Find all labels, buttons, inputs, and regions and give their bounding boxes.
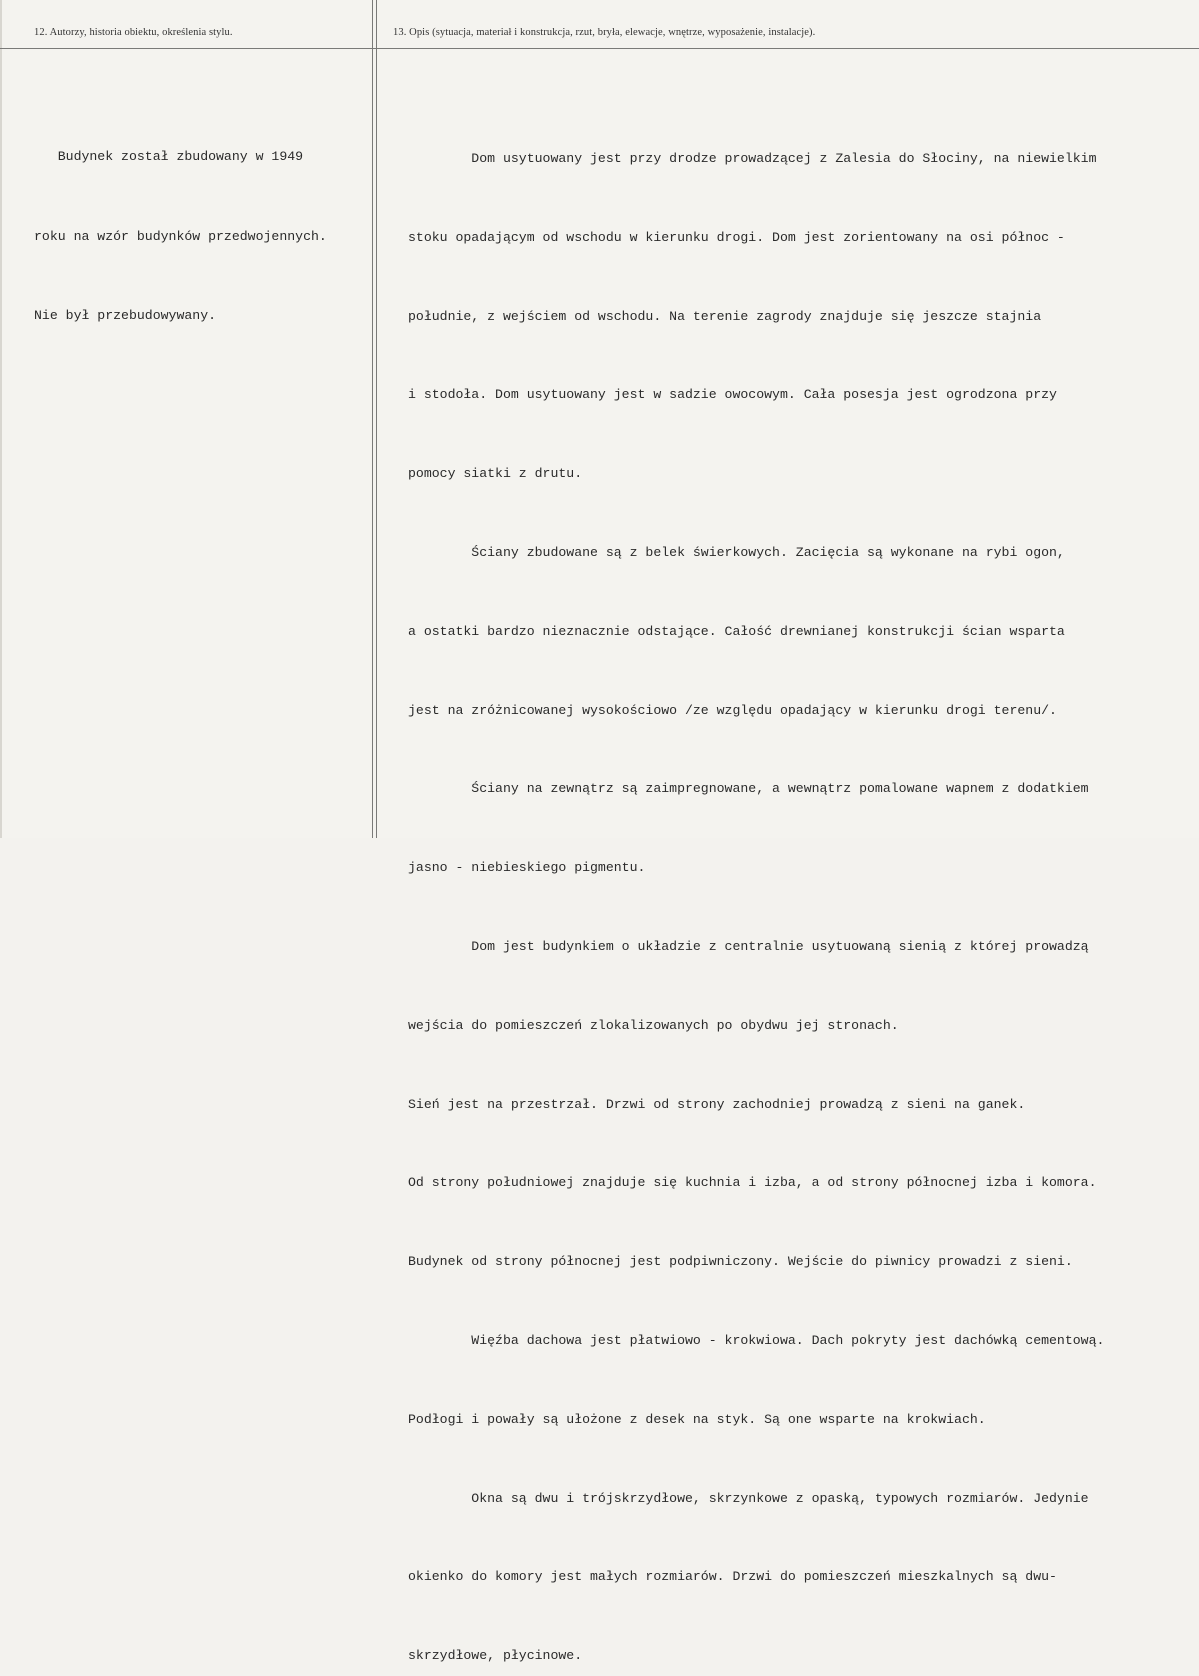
text-line: Sień jest na przestrzał. Drzwi od strony zachodniej prowadzą z sieni na ganek. bbox=[408, 1096, 1026, 1112]
text-line: i stodoła. Dom usytuowany jest w sadzie owocowym. Cała posesja jest ogrodzona przy bbox=[408, 387, 1057, 403]
text-line: jasno - niebieskiego pigmentu. bbox=[408, 860, 646, 876]
text-line: Nie był przebudowywany. bbox=[34, 308, 217, 323]
text-line: Dom jest budynkiem o układzie z centralnie usytuowaną sienią z której prowadzą bbox=[408, 938, 1089, 954]
text-line: roku na wzór budynków przedwojennych. bbox=[34, 228, 327, 244]
text-line: wejścia do pomieszczeń zlokalizowanych po obydwu jej stronach. bbox=[408, 1017, 899, 1033]
text-line: stoku opadającym od wschodu w kierunku drogi. Dom jest zorientowany na osi północ - bbox=[408, 229, 1065, 245]
text-line: Więźba dachowa jest płatwiowo - krokwiowa. Dach pokryty jest dachówką cementową. bbox=[408, 1332, 1105, 1348]
text-line: Dom usytuowany jest przy drodze prowadzącej z Zalesia do Słociny, na niewielkim bbox=[408, 151, 1097, 166]
column-divider-double bbox=[376, 0, 377, 838]
text-line: pomocy siatki z drutu. bbox=[408, 466, 583, 482]
page-edge bbox=[0, 0, 2, 838]
text-line: a ostatki bardzo nieznacznie odstające. Całość drewnianej konstrukcji ścian wsparta bbox=[408, 623, 1065, 639]
text-line: skrzydłowe, płycinowe. bbox=[408, 1648, 583, 1664]
header-rule bbox=[0, 48, 1199, 49]
text-line: Budynek od strony północnej jest podpiwniczony. Wejście do piwnicy prowadzi z sieni. bbox=[408, 1254, 1073, 1270]
text-line: Okna są dwu i trójskrzydłowe, skrzynkowe z opaską, typowych rozmiarów. Jedynie bbox=[408, 1490, 1089, 1506]
section-12-header: 12. Autorzy, historia obiektu, określenia stylu. bbox=[34, 27, 233, 38]
description-text bbox=[408, 93, 1104, 1676]
text-line: Podłogi i powały są ułożone z desek na styk. Są one wsparte na krokwiach. bbox=[408, 1411, 986, 1427]
text-line: Ściany na zewnątrz są zaimpregnowane, a wewnątrz pomalowane wapnem z dodatkiem bbox=[408, 781, 1089, 797]
text-line: Od strony południowej znajduje się kuchnia i izba, a od strony północnej izba i komora. bbox=[408, 1175, 1097, 1191]
authors-history-text bbox=[34, 91, 327, 383]
text-line: jest na zróżnicowanej wysokościowo /ze względu opadający w kierunku drogi terenu/. bbox=[408, 702, 1057, 718]
text-line: południe, z wejściem od wschodu. Na terenie zagrody znajduje się jeszcze stajnia bbox=[408, 308, 1042, 324]
text-line: Budynek został zbudowany w 1949 bbox=[34, 149, 304, 164]
text-line: Ściany zbudowane są z belek świerkowych. Zacięcia są wykonane na rybi ogon, bbox=[408, 544, 1065, 560]
column-divider bbox=[372, 0, 373, 838]
text-line: okienko do komory jest małych rozmiarów. Drzwi do pomieszczeń mieszkalnych są dwu- bbox=[408, 1569, 1057, 1585]
section-13-header: 13. Opis (sytuacja, materiał i konstrukcja, rzut, bryła, elewacje, wnętrze, wyposażenie, instalacje). bbox=[393, 27, 816, 38]
